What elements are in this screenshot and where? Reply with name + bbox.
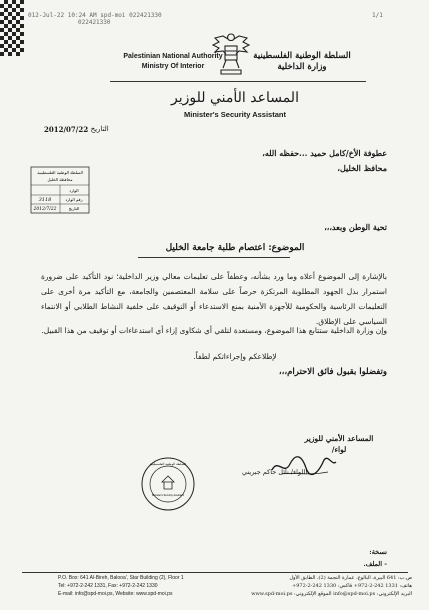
seal-inner-text: Minister's Security Assistant bbox=[151, 494, 185, 497]
addressee-title: محافظ الخليل، bbox=[337, 163, 387, 173]
copies-file: - الملف. bbox=[363, 560, 387, 568]
footer-en-phone: Tel: +972-2-242 1331, Fax: +972-2-242 1330 bbox=[58, 583, 158, 589]
closing-line-2: وتفضلوا بقبول فائق الاحترام،،، bbox=[278, 367, 387, 377]
office-title-en: Minister's Security Assistant bbox=[184, 110, 286, 119]
footer-en-email: E-mail: info@spd-moi.ps, Website: www.spd-moi.ps bbox=[58, 591, 173, 597]
fax-page-number: 1/1 bbox=[372, 12, 383, 19]
eagle-emblem-icon bbox=[209, 28, 253, 80]
fax-header-line: 012-Jul-22 10:24 AM spd-moi 022421330 bbox=[28, 12, 162, 19]
addressee-name: عطوفة الأخ/كامل حميد ...حفظه الله، bbox=[262, 148, 387, 158]
date-label: التاريخ : bbox=[86, 125, 109, 133]
authority-name-en: Palestinian National Authority bbox=[123, 53, 223, 60]
seal-outer-text: السلطة الوطنية الفلسطينية bbox=[149, 462, 187, 466]
authority-name-ar: السلطة الوطنية الفلسطينية bbox=[253, 51, 351, 61]
signature-title-line1: المساعد الأمني للوزير bbox=[304, 434, 374, 443]
letterhead-divider bbox=[110, 81, 366, 82]
footer-divider bbox=[22, 572, 408, 573]
footer-ar-phone: هاتف: 1331 242-2-972+ فاكس: 1330 242-2-972+ bbox=[292, 583, 412, 589]
subject-underline bbox=[138, 257, 290, 258]
stamp-line2: محافظة الخليل bbox=[47, 177, 73, 182]
subject-line: الموضوع: اعتصام طلبة جامعة الخليل bbox=[165, 243, 305, 253]
ministry-name-en: Ministry Of Interior bbox=[141, 63, 205, 70]
signature-title-line2: لواء/ bbox=[331, 445, 347, 454]
letterhead-arabic bbox=[248, 51, 356, 73]
signatory-name: اللواء/ نائل حاكم جبريني bbox=[242, 468, 308, 476]
stamp-handwritten-number: 3118 bbox=[38, 197, 52, 203]
footer-ar-email: البريد الإلكتروني: info@spd-moi.ps الموقع الإلكتروني: www.spd-moi.ps bbox=[251, 591, 412, 597]
closing-line-1: لإطلاعكم وإجراءاتكم لطفاً. bbox=[193, 352, 277, 361]
copies-label: نسخة: bbox=[369, 548, 387, 556]
stamp-line3: الوارد bbox=[69, 188, 79, 193]
scan-edge-pattern bbox=[0, 0, 24, 56]
body-paragraph-2: وإن وزارة الداخلية ستتابع هذا الموضوع، ومستعدة لتلقي أي شكاوى إزاء أي استدعاءات أو توقيف من هذا القبيل. bbox=[41, 326, 387, 335]
footer-ar-address: ص.ب: 641 البيرة، البالوع، عمارة النجمة (2)، الطابق الأول bbox=[289, 575, 412, 581]
stamp-line1: السلطة الوطنية الفلسطينية bbox=[37, 170, 83, 175]
footer-english bbox=[58, 574, 208, 598]
stamp-line4: التاريخ bbox=[68, 206, 80, 211]
footer-en-address: P.O. Box: 641 Al-Bireh, Balooa', Star Building (2), Floor 1 bbox=[58, 575, 184, 581]
incoming-mail-stamp bbox=[30, 166, 90, 214]
date-value: 2012/07/22 bbox=[44, 125, 89, 134]
ministry-name-ar: وزارة الداخلية bbox=[277, 62, 327, 72]
body-paragraph-1: بالإشارة إلى الموضوع أعلاه وما ورد بشأنه، وعطفاً على تعليمات معالي وزير الداخلية؛ نود التأكيد على ضرورة استمرار بذل الجهود المطلوبة المرتكزة حرصاً على سلامة المعتصمين والجامعة، مع التأكيد مرة أخرى على التعليمات الرئاسية والحكومية للأجهزة الأمنية بمنع الاستدعاء أو التوقيف على خلفية النشاط الطلابي أو الانتماء السياسي على الإطلاق. bbox=[41, 272, 387, 326]
footer-arabic bbox=[232, 574, 412, 598]
stamp-handwritten-date: 2012/7/22 bbox=[33, 207, 57, 212]
stamp-line5: رقم الوارد bbox=[65, 197, 83, 202]
greeting: تحية الوطن وبعد،،، bbox=[324, 222, 387, 232]
official-seal bbox=[140, 456, 196, 512]
office-title-ar: المساعد الأمني للوزير bbox=[171, 90, 299, 106]
fax-header-number: 022421330 bbox=[78, 19, 111, 26]
